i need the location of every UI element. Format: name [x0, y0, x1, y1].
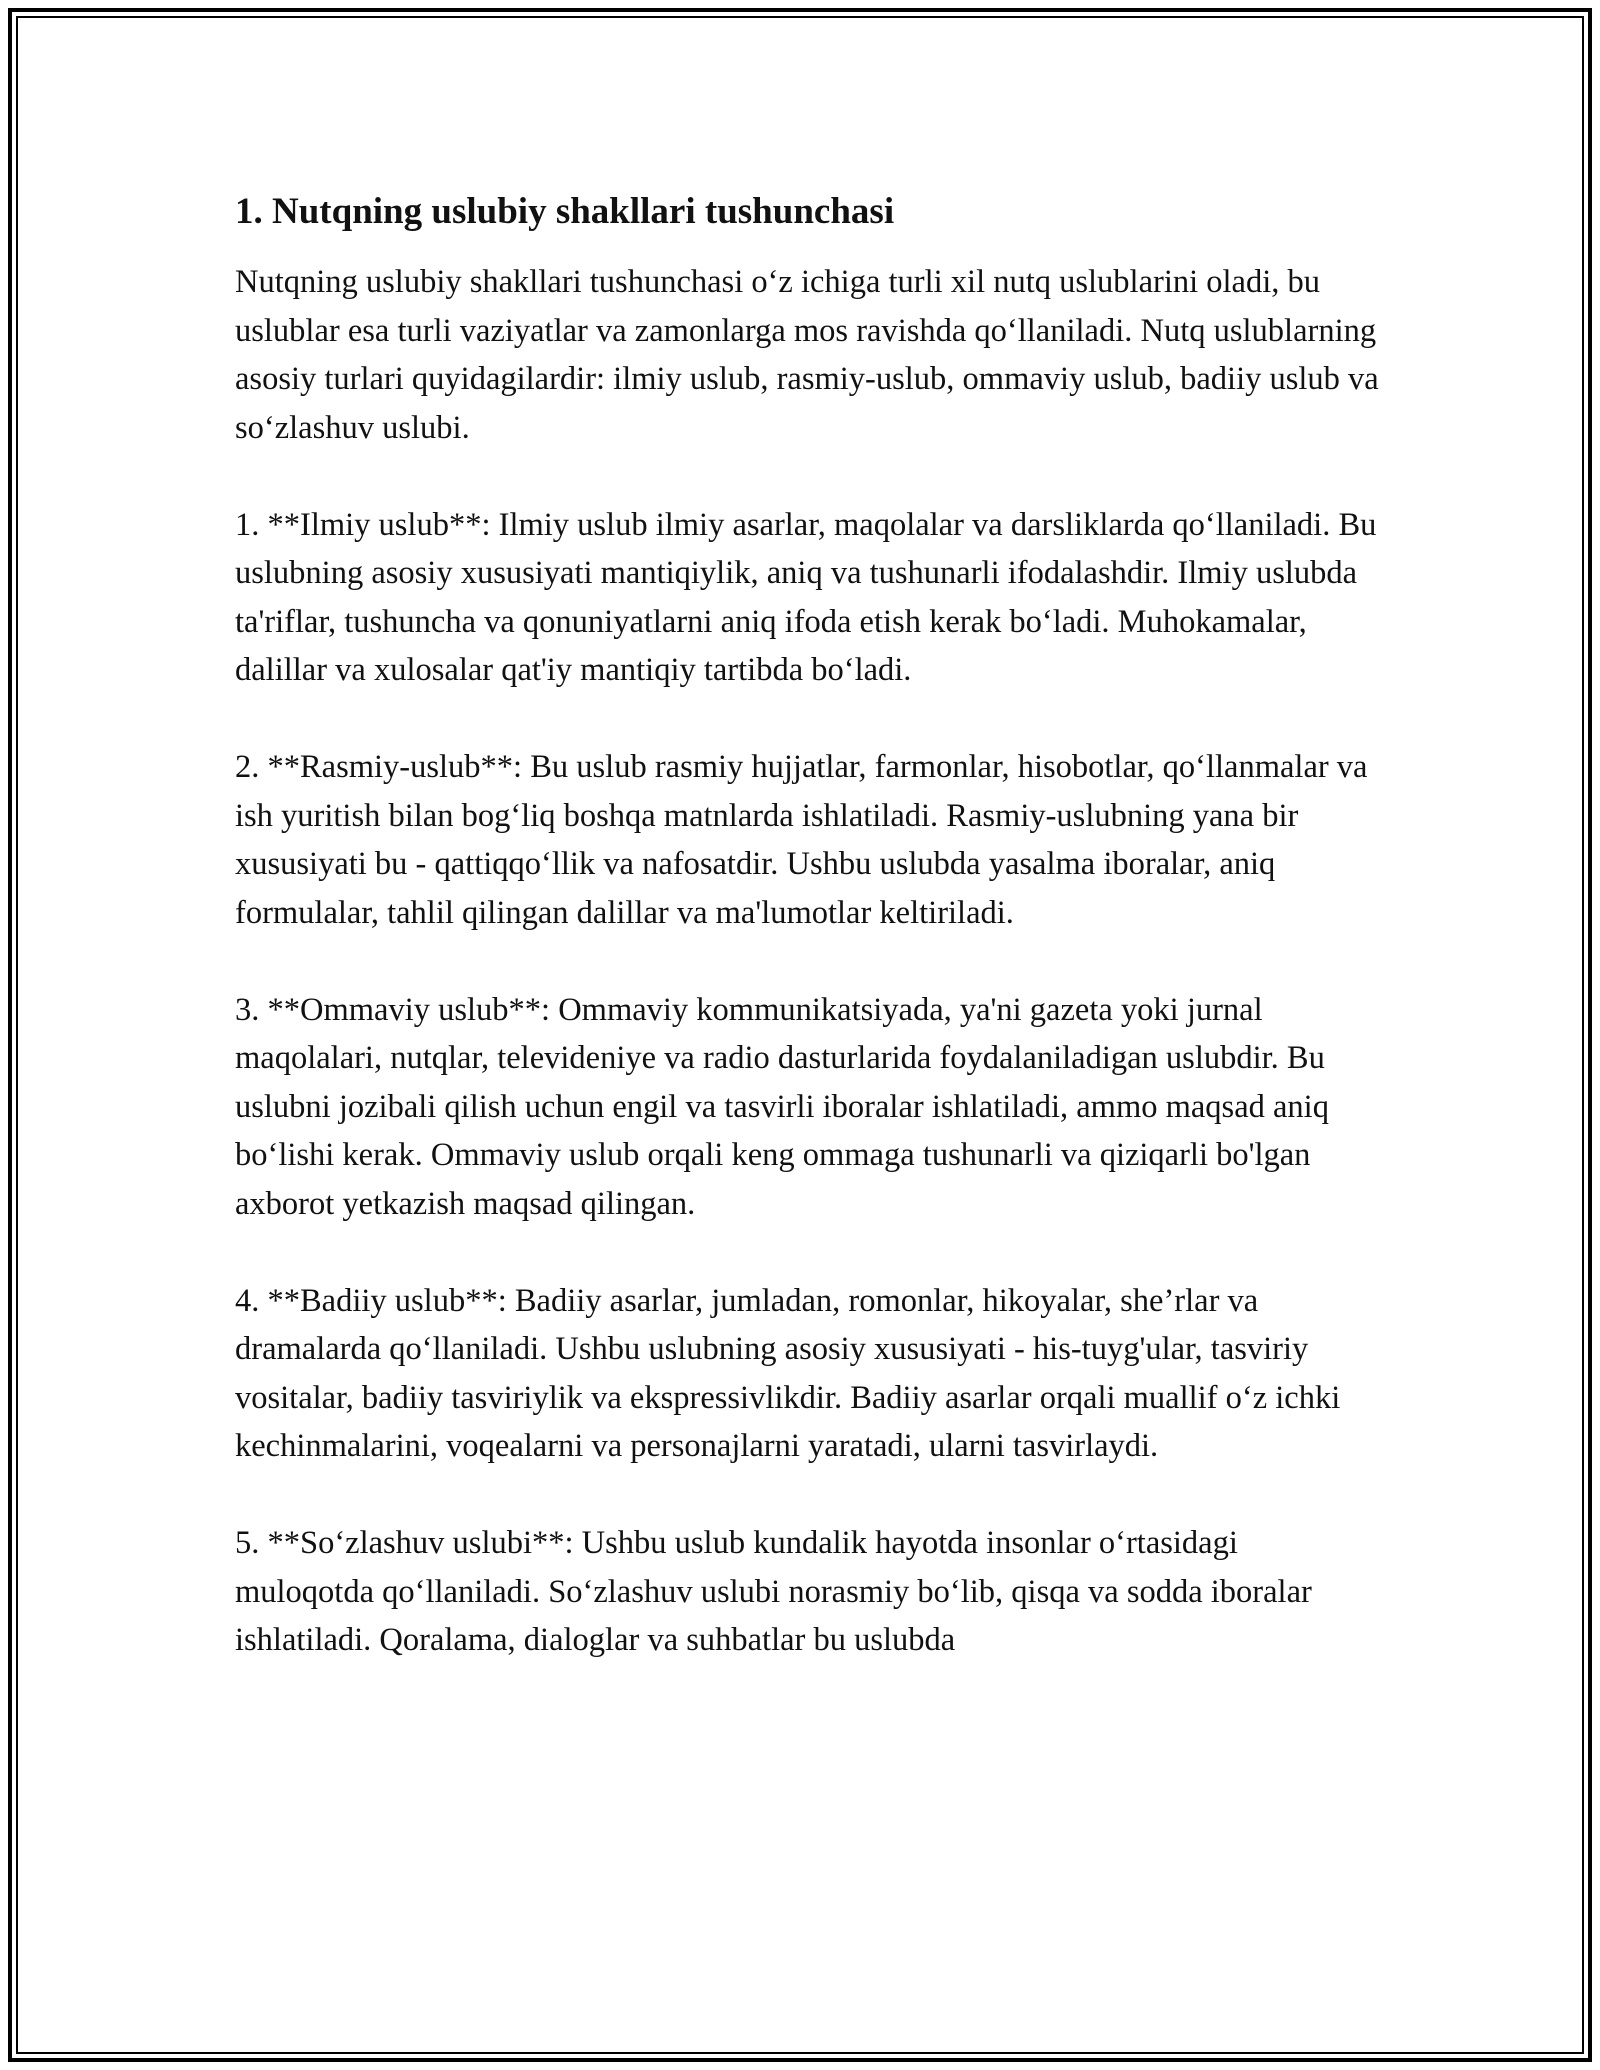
section-heading: 1. Nutqning uslubiy shakllari tushunchasi [235, 191, 895, 232]
paragraph-badiiy-uslub: 4. **Badiiy uslub**: Badiiy asarlar, jumladan, romonlar, hikoyalar, she’rlar va dramalarda qo‘llaniladi. Ushbu uslubning asosiy xususiyati - his-tuyg'ular, tasviriy vositalar, badiiy tasviriylik va ekspressivlikdir. Badiiy asarlar orqali muallif o‘z ichki kechinmalarini, voqealarni va personajlarni yaratadi, ularni tasvirlaydi. [235, 1282, 1341, 1464]
paragraph-sozlashuv-uslubi: 5. **So‘zlashuv uslubi**: Ushbu uslub kundalik hayotda insonlar o‘rtasidagi muloqotda qo‘llaniladi. So‘zlashuv uslubi norasmiy bo‘lib, qisqa va sodda iboralar ishlatiladi. Qoralama, dialoglar va suhbatlar bu uslubda [235, 1525, 1312, 1658]
paragraph-ommaviy-uslub: 3. **Ommaviy uslub**: Ommaviy kommunikatsiyada, ya'ni gazeta yoki jurnal maqolalari, nutqlar, televideniye va radio dasturlarida foydalaniladigan uslubdir. Bu uslubni jozibali qilish uchun engil va tasvirli iboralar ishlatiladi, ammo maqsad aniq bo‘lishi kerak. Ommaviy uslub orqali keng ommaga tushunarli va qiziqarli bo'lgan axborot yetkazish maqsad qilingan. [235, 991, 1329, 1222]
paragraph-ilmiy-uslub: 1. **Ilmiy uslub**: Ilmiy uslub ilmiy asarlar, maqolalar va darsliklarda qo‘llaniladi. Bu uslubning asosiy xususiyati mantiqiylik, aniq va tushunarli ifodalashdir. Ilmiy uslubda ta'riflar, tushuncha va qonuniyatlarni aniq ifoda etish kerak bo‘ladi. Muhokamalar, dalillar va xulosalar qat'iy mantiqiy tartibda bo‘ladi. [235, 506, 1377, 688]
intro-paragraph: Nutqning uslubiy shakllari tushunchasi o‘z ichiga turli xil nutq uslublarini oladi, bu uslublar esa turli vaziyatlar va zamonlarga mos ravishda qo‘llaniladi. Nutq uslublarning asosiy turlari quyidagilardir: ilmiy uslub, rasmiy-uslub, ommaviy uslub, badiiy uslub va so‘zlashuv uslubi. [235, 264, 1379, 446]
paragraph-rasmiy-uslub: 2. **Rasmiy-uslub**: Bu uslub rasmiy hujjatlar, farmonlar, hisobotlar, qo‘llanmalar va ish yuritish bilan bog‘liq boshqa matnlarda ishlatiladi. Rasmiy-uslubning yana bir xususiyati bu - qattiqqo‘llik va nafosatdir. Ushbu uslubda yasalma iboralar, aniq formulalar, tahlil qilingan dalillar va ma'lumotlar keltiriladi. [235, 749, 1368, 931]
document-body [235, 188, 1380, 1713]
